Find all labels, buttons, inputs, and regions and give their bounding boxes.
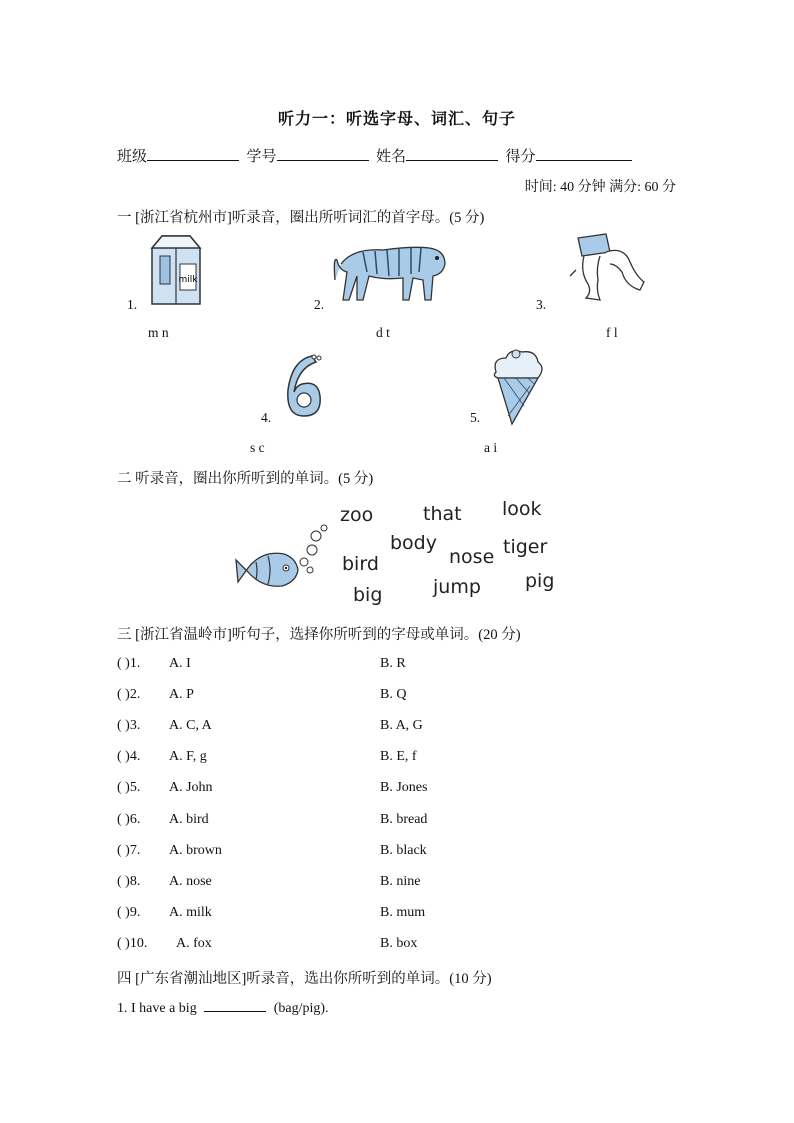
q9-number[interactable]: ( )9. xyxy=(117,905,141,920)
q5-option-b[interactable]: B. Jones xyxy=(380,780,428,795)
item-2-number: 2. xyxy=(314,297,325,312)
item-2-choices[interactable]: d t xyxy=(376,325,390,340)
word-body[interactable]: body xyxy=(390,532,437,554)
q3-option-a[interactable]: A. C, A xyxy=(169,718,212,733)
q3-option-b[interactable]: B. A, G xyxy=(380,718,423,733)
word-zoo[interactable]: zoo xyxy=(340,504,374,526)
ice-cream-image xyxy=(490,346,546,426)
q9-option-a[interactable]: A. milk xyxy=(169,905,212,920)
q1-option-b[interactable]: B. R xyxy=(380,656,406,671)
word-that[interactable]: that xyxy=(423,503,462,525)
item-5-number: 5. xyxy=(470,410,481,425)
item-4-choices[interactable]: s c xyxy=(250,440,265,455)
q8-option-b[interactable]: B. nine xyxy=(380,874,421,889)
student-info-line xyxy=(117,145,632,166)
q9-option-b[interactable]: B. mum xyxy=(380,905,426,920)
item-3-number: 3. xyxy=(536,297,547,312)
legs-image xyxy=(566,232,648,304)
word-look[interactable]: look xyxy=(502,498,542,520)
id-blank[interactable] xyxy=(277,146,369,161)
item-5-choices[interactable]: a i xyxy=(484,440,498,455)
q6-option-b[interactable]: B. bread xyxy=(380,812,428,827)
q1-option-a[interactable]: A. I xyxy=(169,656,191,671)
q4-option-b[interactable]: B. E, f xyxy=(380,749,417,764)
class-blank[interactable] xyxy=(147,146,239,161)
question-1-prefix: 1. I have a big xyxy=(117,1001,197,1016)
carton-label: milk xyxy=(178,275,198,285)
q10-option-a[interactable]: A. fox xyxy=(176,936,212,951)
q7-option-a[interactable]: A. brown xyxy=(169,843,222,858)
section-4-question-1 xyxy=(117,999,329,1017)
q4-number[interactable]: ( )4. xyxy=(117,749,141,764)
q10-number[interactable]: ( )10. xyxy=(117,936,148,951)
section-2-heading: 二 听录音，圈出你所听到的单词。(5 分) xyxy=(117,471,374,487)
name-blank[interactable] xyxy=(406,146,498,161)
item-1-choices[interactable]: m n xyxy=(148,325,169,340)
id-label: 学号 xyxy=(246,149,277,165)
number-six-image xyxy=(282,350,326,422)
q8-option-a[interactable]: A. nose xyxy=(169,874,212,889)
question-1-suffix: (bag/pig). xyxy=(273,1001,329,1016)
q6-number[interactable]: ( )6. xyxy=(117,812,141,827)
page-title: 听力一：听选字母、词汇、句子 xyxy=(277,111,516,128)
score-label: 得分 xyxy=(505,149,536,165)
item-3-choices[interactable]: f l xyxy=(606,325,618,340)
milk-carton-image xyxy=(148,234,204,308)
section-1-heading: 一 [浙江省杭州市]听录音，圈出所听词汇的首字母。(5 分) xyxy=(117,210,485,226)
word-nose[interactable]: nose xyxy=(449,546,495,568)
q4-option-a[interactable]: A. F, g xyxy=(169,749,207,764)
section-3-heading: 三 [浙江省温岭市]听句子，选择你所听到的字母或单词。(20 分) xyxy=(117,627,521,643)
item-4-number: 4. xyxy=(261,410,272,425)
section-4-heading: 四 [广东省潮汕地区]听录音，选出你所听到的单词。(10 分) xyxy=(117,971,492,987)
word-bird[interactable]: bird xyxy=(342,553,379,575)
word-big[interactable]: big xyxy=(353,584,383,606)
name-label: 姓名 xyxy=(376,149,407,165)
q5-number[interactable]: ( )5. xyxy=(117,780,141,795)
q7-number[interactable]: ( )7. xyxy=(117,843,141,858)
word-pig[interactable]: pig xyxy=(525,570,555,592)
q10-option-b[interactable]: B. box xyxy=(380,936,418,951)
q7-option-b[interactable]: B. black xyxy=(380,843,427,858)
score-blank[interactable] xyxy=(536,146,632,161)
q2-number[interactable]: ( )2. xyxy=(117,687,141,702)
word-tiger[interactable]: tiger xyxy=(503,536,548,558)
q8-number[interactable]: ( )8. xyxy=(117,874,141,889)
q5-option-a[interactable]: A. John xyxy=(169,780,213,795)
time-score-info: 时间: 40 分钟 满分: 60 分 xyxy=(524,180,676,195)
q2-option-a[interactable]: A. P xyxy=(169,687,194,702)
item-1-number: 1. xyxy=(127,297,138,312)
fish-image xyxy=(232,522,332,596)
class-label: 班级 xyxy=(117,149,148,165)
question-1-blank[interactable] xyxy=(204,999,266,1012)
q3-number[interactable]: ( )3. xyxy=(117,718,141,733)
q1-number[interactable]: ( )1. xyxy=(117,656,141,671)
q6-option-a[interactable]: A. bird xyxy=(169,812,209,827)
word-jump[interactable]: jump xyxy=(433,576,481,598)
q2-option-b[interactable]: B. Q xyxy=(380,687,407,702)
tiger-image xyxy=(333,234,449,306)
